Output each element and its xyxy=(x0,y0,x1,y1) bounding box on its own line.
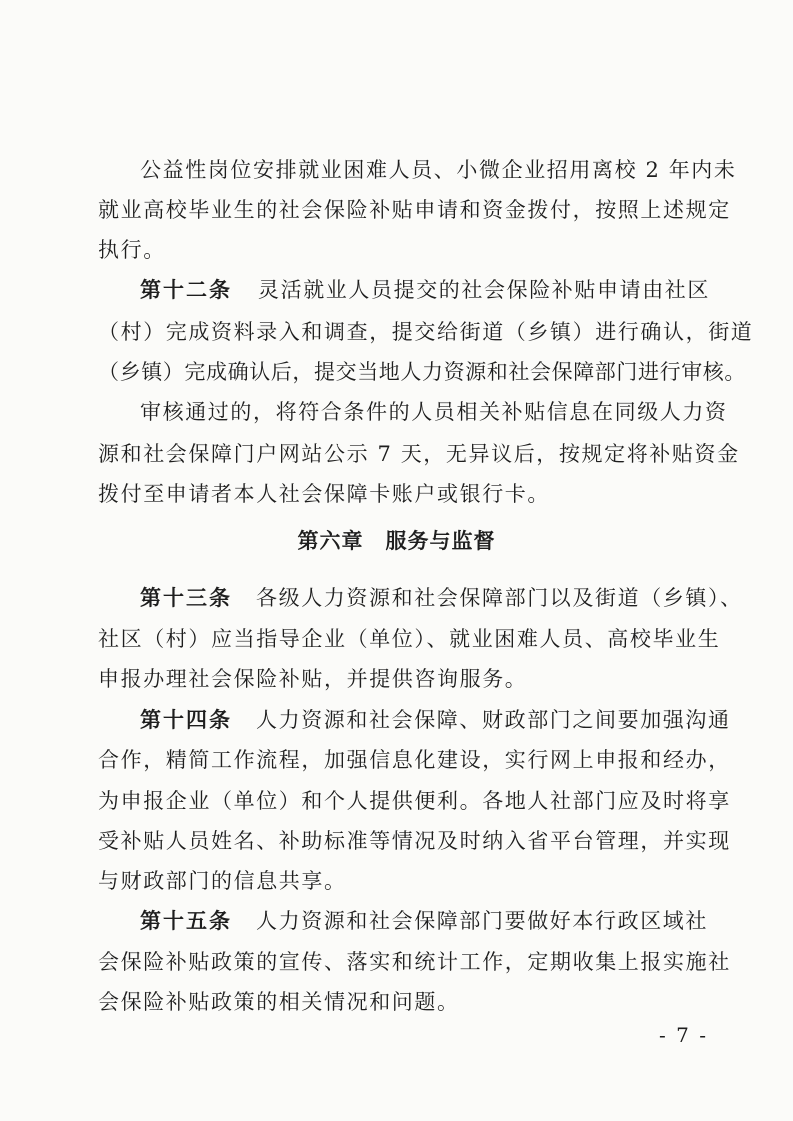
paragraph-line: 合作，精简工作流程，加强信息化建设，实行网上申报和经办， xyxy=(98,748,731,772)
paragraph-line: 审核通过的，将符合条件的人员相关补贴信息在同级人力资 xyxy=(140,400,728,424)
article-15-line xyxy=(140,907,708,935)
article-15-text: 人力资源和社会保障部门要做好本行政区域社 xyxy=(256,909,708,933)
paragraph-line: 会保险补贴政策的宣传、落实和统计工作，定期收集上报实施社 xyxy=(98,950,731,974)
article-14-text: 人力资源和社会保障、财政部门之间要加强沟通 xyxy=(256,708,731,732)
paragraph-line: 公益性岗位安排就业困难人员、小微企业招用离校 2 年内未 xyxy=(140,158,737,182)
article-13-label: 第十三条 xyxy=(140,586,232,610)
paragraph-line: 申报办理社会保险补贴，并提供咨询服务。 xyxy=(98,667,528,691)
paragraph-line: （乡镇）完成确认后，提交当地人力资源和社会保障部门进行审核。 xyxy=(98,360,746,384)
paragraph-line: 与财政部门的信息共享。 xyxy=(98,869,347,893)
article-13-text: 各级人力资源和社会保障部门以及街道（乡镇）、 xyxy=(256,586,743,610)
paragraph-line: 社区（村）应当指导企业（单位）、就业困难人员、高校毕业生 xyxy=(98,627,721,651)
paragraph-line: 源和社会保障门户网站公示 7 天，无异议后，按规定将补贴资金 xyxy=(98,442,740,466)
page-number: - 7 - xyxy=(659,1023,708,1047)
paragraph-line: 执行。 xyxy=(98,238,166,262)
article-14-label: 第十四条 xyxy=(140,708,232,732)
paragraph-line: （村）完成资料录入和调查，提交给街道（乡镇）进行确认，街道 xyxy=(98,320,754,344)
paragraph-line: 受补贴人员姓名、补助标准等情况及时纳入省平台管理，并实现 xyxy=(98,829,731,853)
paragraph-line: 就业高校毕业生的社会保险补贴申请和资金拨付，按照上述规定 xyxy=(98,198,731,222)
article-14-line xyxy=(140,706,731,734)
article-15-label: 第十五条 xyxy=(140,909,232,933)
paragraph-line: 会保险补贴政策的相关情况和问题。 xyxy=(98,990,460,1014)
paragraph-line: 拨付至申请者本人社会保障卡账户或银行卡。 xyxy=(98,482,550,506)
article-13-line xyxy=(140,584,743,612)
paragraph-line: 为申报企业（单位）和个人提供便利。各地人社部门应及时将享 xyxy=(98,789,731,813)
article-12-line xyxy=(140,276,710,304)
chapter-heading: 第六章 服务与监督 xyxy=(297,529,496,553)
article-12-label: 第十二条 xyxy=(140,278,232,302)
article-12-text: 灵活就业人员提交的社会保险补贴申请由社区 xyxy=(258,278,710,302)
